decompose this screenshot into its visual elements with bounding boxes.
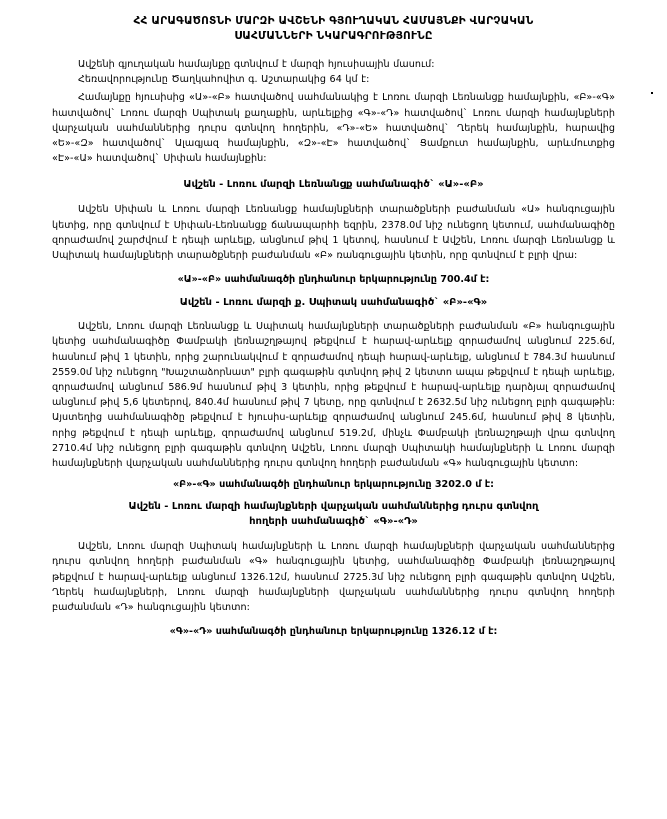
spacer: [52, 192, 615, 202]
intro-paragraph-2: Հեռավորությունը Ծաղկահովիտ գ. Աշտարակից 64 կմ է:: [78, 74, 370, 86]
spacer: [52, 263, 615, 272]
section-heading-1: [52, 177, 615, 192]
document-title-line-1: ՀՀ ԱՐԱԳԱԾՈՏՆԻ ՄԱՐԶԻ ԱՎՇԵՆԻ ԳՅՈՒՂԱԿԱՆ ՀԱՄԱՅՆՔԻ ՎԱՐՉԱԿԱՆ: [133, 15, 534, 27]
section-heading-3-line-2: հողերի սահմանագիծ` «Գ»-«Դ»: [249, 516, 418, 528]
spacer: [52, 166, 615, 177]
spacer: [52, 310, 615, 319]
spacer: [52, 615, 615, 624]
intro-paragraph-1: Ավշենի գյուղական համայնքը գտնվում է մարզի հյուսիսային մասում:: [78, 59, 435, 70]
section-3-body: Ավշեն, Լոռու մարզի Սպիտակ համայնքների և Լոռու մարզի համայնքների վարչական սահմաններից դուրս գտնվող հողերի բաժանման «Գ» հանգուցային կետից, սահմանագիծը Փամբակի լեռնաշղթայով թեքվում է հարավ-արևելք անցնում 1326.12մ, հասնում 2725.3մ նիշ ունեցող բլրի գագաթին գտնվող Ավշեն, Ղերեկ համայնքների, Լոռու մարզի համայնքների վարչական սահմաններից դուրս գտնվող հողերի բաժանման «Դ» հանգուցային կետտո:: [52, 541, 615, 614]
section-heading-2: [52, 295, 615, 310]
section-heading-3: [52, 499, 615, 529]
spacer: [52, 287, 615, 295]
section-heading-3-line-1: Ավշեն - Լոռու մարզի համայնքների վարչական սահմաններից դուրս գտնվող: [128, 501, 539, 513]
spacer: [52, 492, 615, 499]
document-title-line-2: ՍԱՀՄԱՆՆԵՐԻ ՆԿԱՐԱԳՐՈՒԹՅՈՒՆԸ: [234, 30, 433, 42]
page-edge-mark: [651, 92, 653, 94]
section-1-body: Ավշեն Սիփան և Լոռու մարզի Լեռնանցք համայնքների տարածքների բաժանման «Ա» հանգուցային կետից, որը գտնվում է Սիփան-Լեռնանցք ճանապարհի եզրին, 2378.0մ նիշ ունեցող կետում, սահմանագիծը զորաժամով շարժվում է դեպի արևելք, անցնում թիվ 1 կետով, հասնում է Ավշեն, Լոռու մարզի Լեռնանցք և Սպիտակ համայնքների տարածքների բաժանման «Բ» ռանգուցային կետին, որը գտնվում է բլրի վրա:: [52, 204, 615, 262]
section-heading-2-line-1: Ավշեն - Լոռու մարզի ք. Սպիտակ սահմանագիծ` «Բ»-«Գ»: [179, 297, 488, 309]
section-2-body: Ավշեն, Լոռու մարզի Լեռնանցք և Սպիտակ համայնքների տարածքների բաժանման «Բ» հանգուցային կետից սահմանագիծը Փամբակի լեռնաշղթայով թեքվում է հարավ-արևելք զորաժամով անցնում 225.6մ, հասնում թիվ 1 կետին, որից շարունակվում է զորաժամով դեպի հարավ-արևելք, անցնում է 784.3մ հասնում 2559.0մ նիշ ունեցող "Խաշտաձորնատ" բլրի գագաթին գտնվող թիվ 2 կետտո ապա թեքվում է դեպի արևելք, զորաժամով անցնում 586.9մ հասնում թիվ 3 կետին, որից թեքվում է հարավ-արևելք դարձյալ զորաժամով անցնում թիվ 5,6 կետերով, 840.4մ հասնում թիվ 7 կետը, որը գտնվում է 2632.5մ նիշ ունեցող բլրի գագաթին: Այստեղից սահմանագիծը թեքվում է հյուսիս-արևելք զորաժամով անցնում 245.6մ, հասնում թիվ 8 կետին, որից թեքվում է դեպի արևելք, զորաժամով անցնում 519.2մ, մինչև Փամբակի լեռնաշղթայի վրա գտնվող 2710.4մ նիշ ունեցող բլրի գագաթին գտնվող Ավշեն, Լոռու մարզի Սպիտակի համայնքների և Լոռու մարզի համայնքների վարչական սահմաններից դուրս գտնվող հողերի բաժանման «Գ» հանգուցային կետտո:: [52, 321, 615, 470]
section-heading-1-line-1: Ավշեն - Լոռու մարզի Լեռնանցք սահմանագիծ` «Ա»-«Բ»: [183, 179, 484, 191]
document-title: [52, 14, 615, 44]
section-3-total: «Գ»-«Դ» սահմանագծի ընդհանուր երկարությունը 1326.12 մ է:: [169, 626, 498, 638]
spacer: [52, 529, 615, 539]
spacer: [52, 44, 615, 57]
section-1-total: «Ա»-«Բ» սահմանագծի ընդհանուր երկարությունը 700.4մ է:: [177, 274, 490, 286]
section-2-total: «Բ»-«Գ» սահմանագծի ընդհանուր երկարությունը 3202.0 մ է:: [172, 479, 494, 491]
intro-paragraph-3: Համայնքը հյուսիսից «Ա»-«Բ» հատվածով սահմանակից է Լոռու մարզի Լեռնանցք համայնքին, «Բ»-«Գ» հատվածով` Լոռու մարզի Սպիտակ քաղաքին, արևելքից «Գ»-«Դ» հատվածով` Լոռու մարզի համայնքների վարչական սահմաններից դուրս գտնվող հողերին, «Դ»-«Ե» հատվածով` Ղերեկ համայնքին, հարավից «Ե»-«Զ» հատվածով` Ալագյազ համայնքին, «Զ»-«Է» հատվածով` Ցամքուտ համայնքին, արևմուտքից «Է»-«Ա» հատվածով` Սիփան համայնքին:: [52, 92, 615, 165]
